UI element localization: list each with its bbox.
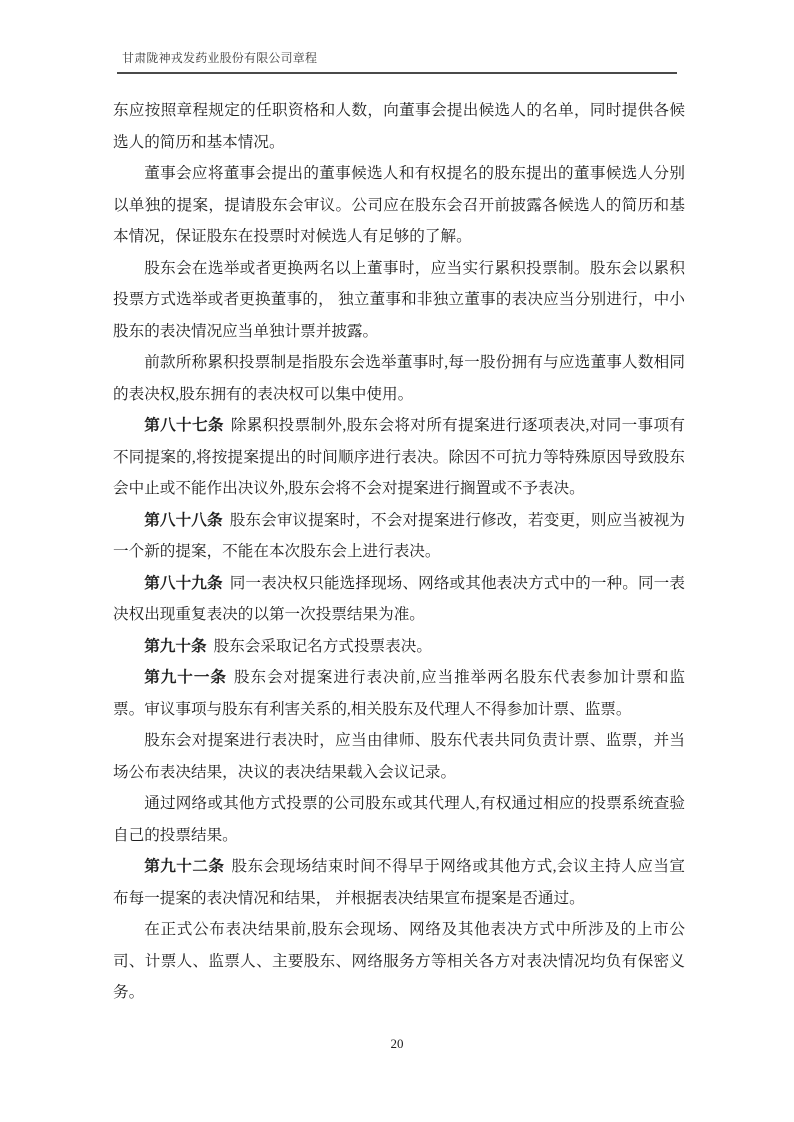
paragraph: 第九十一条 股东会对提案进行表决前,应当推举两名股东代表参加计票和监票。审议事项与股东有利害关系的,相关股东及代理人不得参加计票、监票。	[113, 669, 685, 718]
page-header-title: 甘肃陇神戎发药业股份有限公司章程	[122, 51, 318, 65]
article-number: 第八十七条	[144, 417, 224, 434]
paragraph: 第八十七条 除累积投票制外,股东会将对所有提案进行逐项表决,对同一事项有不同提案的,将按提案提出的时间顺序进行表决。除因不可抗力等特殊原因导致股东会中止或不能作出决议外,股东会将不会对提案进行搁置或不予表决。	[113, 417, 685, 497]
article-number: 第九十条	[144, 637, 207, 655]
paragraph: 前款所称累积投票制是指股东会选举董事时,每一股份拥有与应选董事人数相同的表决权,股东拥有的表决权可以集中使用。	[113, 354, 685, 403]
paragraph: 在正式公布表决结果前,股东会现场、网络及其他表决方式中所涉及的上市公司、计票人、监票人、主要股东、网络服务方等相关各方对表决情况均负有保密义务。	[113, 921, 685, 1001]
article-number: 第九十一条	[144, 669, 227, 686]
paragraph: 通过网络或其他方式投票的公司股东或其代理人,有权通过相应的投票系统查验自己的投票结果。	[113, 795, 685, 844]
paragraph: 第九十二条 股东会现场结束时间不得早于网络或其他方式,会议主持人应当宣布每一提案的表决情况和结果， 并根据表决结果宣布提案是否通过。	[113, 858, 685, 907]
paragraph: 第九十条 股东会采取记名方式投票表决。	[144, 637, 432, 655]
header-rule	[117, 72, 677, 74]
page-number: 20	[390, 1036, 404, 1051]
paragraph: 第八十九条 同一表决权只能选择现场、网络或其他表决方式中的一种。同一表决权出现重复表决的以第一次投票结果为准。	[113, 574, 685, 623]
paragraph: 第八十八条 股东会审议提案时，不会对提案进行修改，若变更，则应当被视为一个新的提案，不能在本次股东会上进行表决。	[113, 511, 685, 560]
document-body	[113, 95, 685, 1009]
paragraph: 董事会应将董事会提出的董事候选人和有权提名的股东提出的董事候选人分别以单独的提案，提请股东会审议。公司应在股东会召开前披露各候选人的简历和基本情况，保证股东在投票时对候选人有足够的了解。	[113, 165, 685, 245]
paragraph: 股东会在选举或者更换两名以上董事时，应当实行累积投票制。股东会以累积投票方式选举或者更换董事的， 独立董事和非独立董事的表决应当分别进行，中小股东的表决情况应当单独计票并披露。	[113, 259, 685, 340]
paragraph: 股东会对提案进行表决时，应当由律师、股东代表共同负责计票、监票，并当场公布表决结果，决议的表决结果载入会议记录。	[113, 732, 685, 781]
article-number: 第八十九条	[144, 574, 223, 592]
paragraph: 东应按照章程规定的任职资格和人数，向董事会提出候选人的名单，同时提供各候选人的简历和基本情况。	[113, 102, 685, 151]
article-number: 第九十二条	[144, 858, 225, 875]
article-number: 第八十八条	[144, 511, 223, 529]
